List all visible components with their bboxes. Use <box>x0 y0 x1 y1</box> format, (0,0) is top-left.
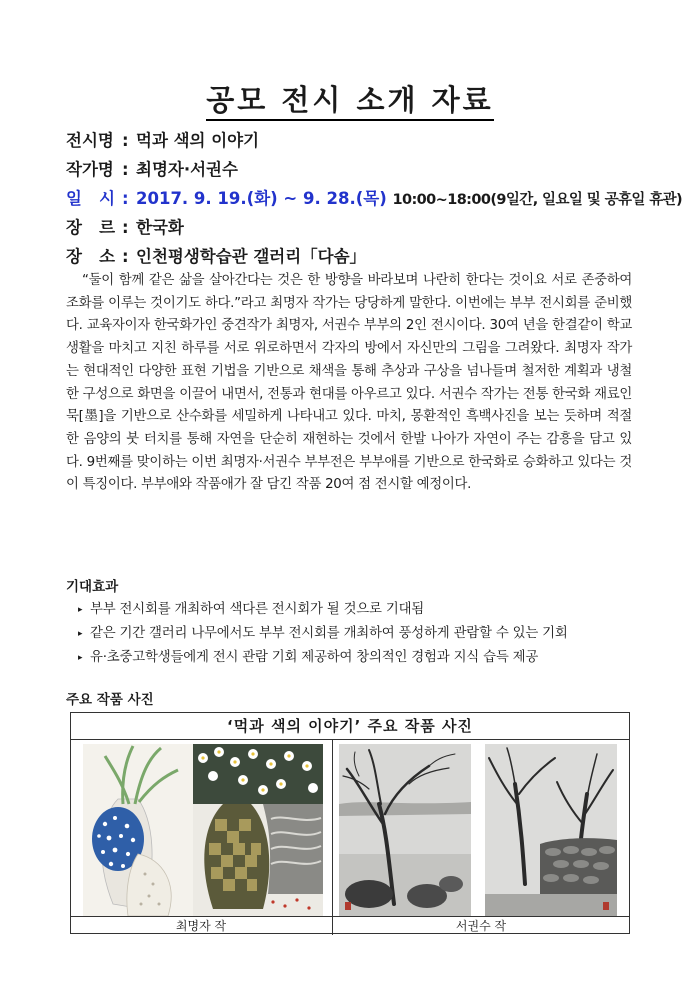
genre-label: 장 르 <box>66 218 116 237</box>
colon: : <box>122 189 129 208</box>
triangle-bullet-icon: ▸ <box>78 653 83 663</box>
effects-heading: 기대효과 <box>66 579 119 595</box>
exhibition-value: 먹과 색의 이야기 <box>136 131 260 150</box>
triangle-bullet-icon: ▸ <box>78 605 83 615</box>
artwork-blue-flowers-image <box>83 744 193 916</box>
document-title: 공모 전시 소개 자료 <box>0 78 700 119</box>
artwork-stone-wall-trees-image <box>485 744 617 916</box>
effects-list <box>78 598 568 670</box>
colon: : <box>122 131 129 150</box>
list-item: ▸ 유·초중고학생들에게 전시 관람 기회 제공하여 창의적인 경험과 지식 습득 제공 <box>78 646 568 670</box>
artwork-photo-table <box>70 712 630 934</box>
photo-row <box>71 740 629 917</box>
date-label: 일 시 <box>66 189 116 208</box>
venue-label: 장 소 <box>66 247 116 266</box>
colon: : <box>122 160 129 179</box>
info-row-artist <box>66 155 682 184</box>
artwork-daisy-vase-image <box>193 744 323 916</box>
colon: : <box>122 247 129 266</box>
info-row-genre <box>66 213 682 242</box>
caption-seo: 서권수 작 <box>455 919 507 933</box>
artist-label: 작가명 <box>66 160 114 179</box>
description-paragraph <box>66 270 632 497</box>
info-row-venue <box>66 242 682 271</box>
exhibition-label: 전시명 <box>66 131 114 150</box>
genre-value: 한국화 <box>136 218 184 237</box>
photo-table-title: ‘먹과 색의 이야기’ 주요 작품 사진 <box>71 713 629 740</box>
description-text: “둘이 함께 같은 삶을 살아간다는 것은 한 방향을 바라보며 나란히 한다는 것이요 서로 존중하여 조화를 이루는 것이기도 하다.”라고 최명자 작가는 당당하게 말한다. 이번에는 부부 전시회를 준비했다. 교육자이자 한국화가인 중견작가 최명자, 서권수 부부의 2인 전시이다. 30여 년을 한결같이 학교생활을 마치고 지친 하루를 서로 위로하면서 각자의 방에서 자신만의 그림을 그려왔다. 최명자 작가는 현대적인 다양한 표현 기법을 기반으로 채색을 통해 추상과 구상을 넘나들며 철저한 계획과 냉철한 구성으로 화면을 이끌어 내면서, 전통과 현대를 아우르고 있다. 서권수 작가는 전통 한국화 재료인 묵[墨]을 기반으로 산수화를 세밀하게 나타내고 있다. 마치, 몽환적인 흑백사진을 보는 듯하며 적절한 음양의 붓 터치를 통해 자연을 단순히 재현하는 것에서 한발 나아가 자연이 주는 감흥을 담고 있다. 9번째를 맞이하는 이번 최명자·서권수 부부전은 부부애를 기반으로 한국화로 승화하고 있다는 것이 특징이다. 부부애와 작품애가 잘 담긴 작품 20여 점 전시할 예정이다. <box>66 273 632 493</box>
list-item: ▸ 부부 전시회를 개최하여 색다른 전시회가 될 것으로 기대됨 <box>78 598 568 622</box>
exhibition-info <box>66 126 682 271</box>
artist-value: 최명자·서권수 <box>136 160 238 179</box>
info-row-date <box>66 184 682 213</box>
time-value: 10:00~18:00(9일간, 일요일 및 공휴일 휴관) <box>392 192 683 208</box>
date-value: 2017. 9. 19.(화) ~ 9. 28.(목) <box>136 189 387 208</box>
artwork-ink-landscape-image <box>339 744 471 916</box>
column-divider <box>332 740 333 935</box>
photos-heading: 주요 작품 사진 <box>66 692 154 708</box>
info-row-exhibition <box>66 126 682 155</box>
caption-row <box>71 916 629 935</box>
list-item: ▸ 같은 기간 갤러리 나무에서도 부부 전시회를 개최하여 풍성하게 관람할 수 있는 기회 <box>78 622 568 646</box>
venue-value: 인천평생학습관 갤러리「다솜」 <box>136 247 367 266</box>
triangle-bullet-icon: ▸ <box>78 629 83 639</box>
colon: : <box>122 218 129 237</box>
caption-choi: 최명자 작 <box>175 919 227 933</box>
